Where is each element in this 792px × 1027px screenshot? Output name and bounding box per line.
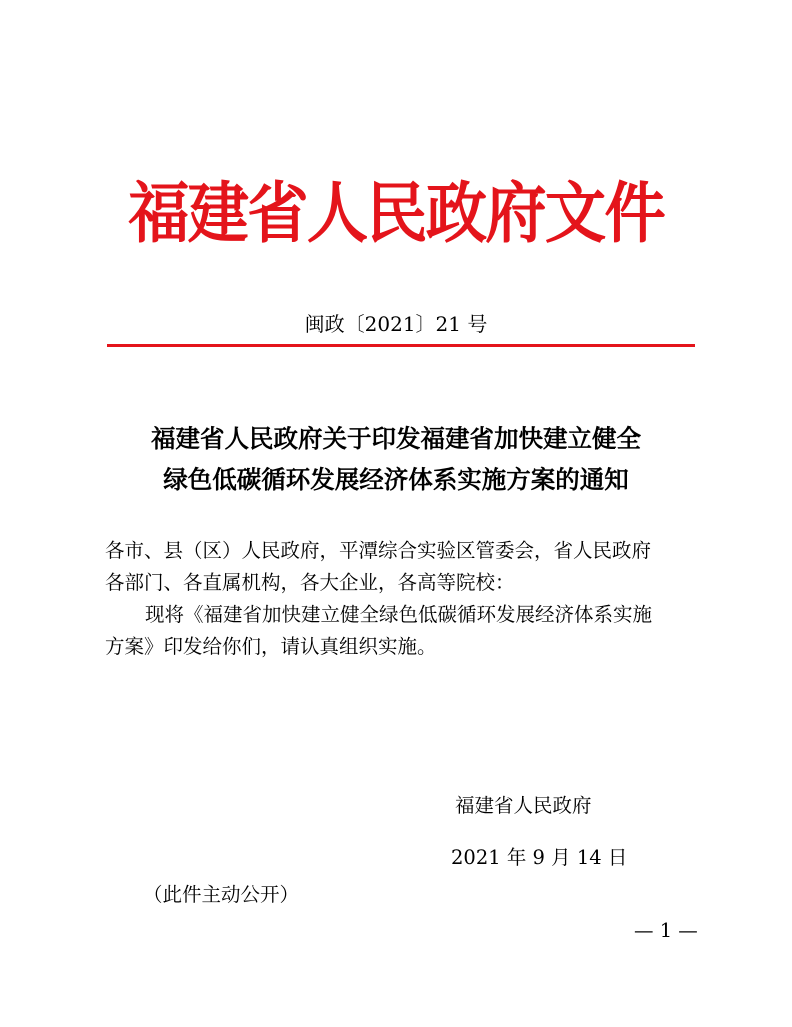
masthead-title: 福建省人民政府文件	[128, 174, 664, 252]
document-body	[105, 535, 705, 663]
recipients-line-1: 各市、县（区）人民政府，平潭综合实验区管委会，省人民政府	[105, 539, 652, 562]
issuer-signature: 福建省人民政府	[455, 794, 592, 817]
recipients-line-2: 各部门、各直属机构，各大企业，各高等院校：	[105, 571, 515, 594]
document-number: 闽政〔2021〕21 号	[304, 312, 488, 336]
issue-date: 2021 年 9 月 14 日	[451, 846, 628, 869]
content-line-1: 现将《福建省加快建立健全绿色低碳循环发展经济体系实施	[145, 603, 653, 626]
page-number: — 1 —	[634, 919, 698, 942]
document-title	[0, 418, 792, 500]
content-line-2: 方案》印发给你们，请认真组织实施。	[105, 635, 437, 658]
title-line-2: 绿色低碳循环发展经济体系实施方案的通知	[163, 465, 629, 494]
disclosure-note: （此件主动公开）	[143, 883, 300, 906]
title-line-1: 福建省人民政府关于印发福建省加快建立健全	[151, 424, 641, 453]
red-separator-line	[107, 344, 695, 347]
